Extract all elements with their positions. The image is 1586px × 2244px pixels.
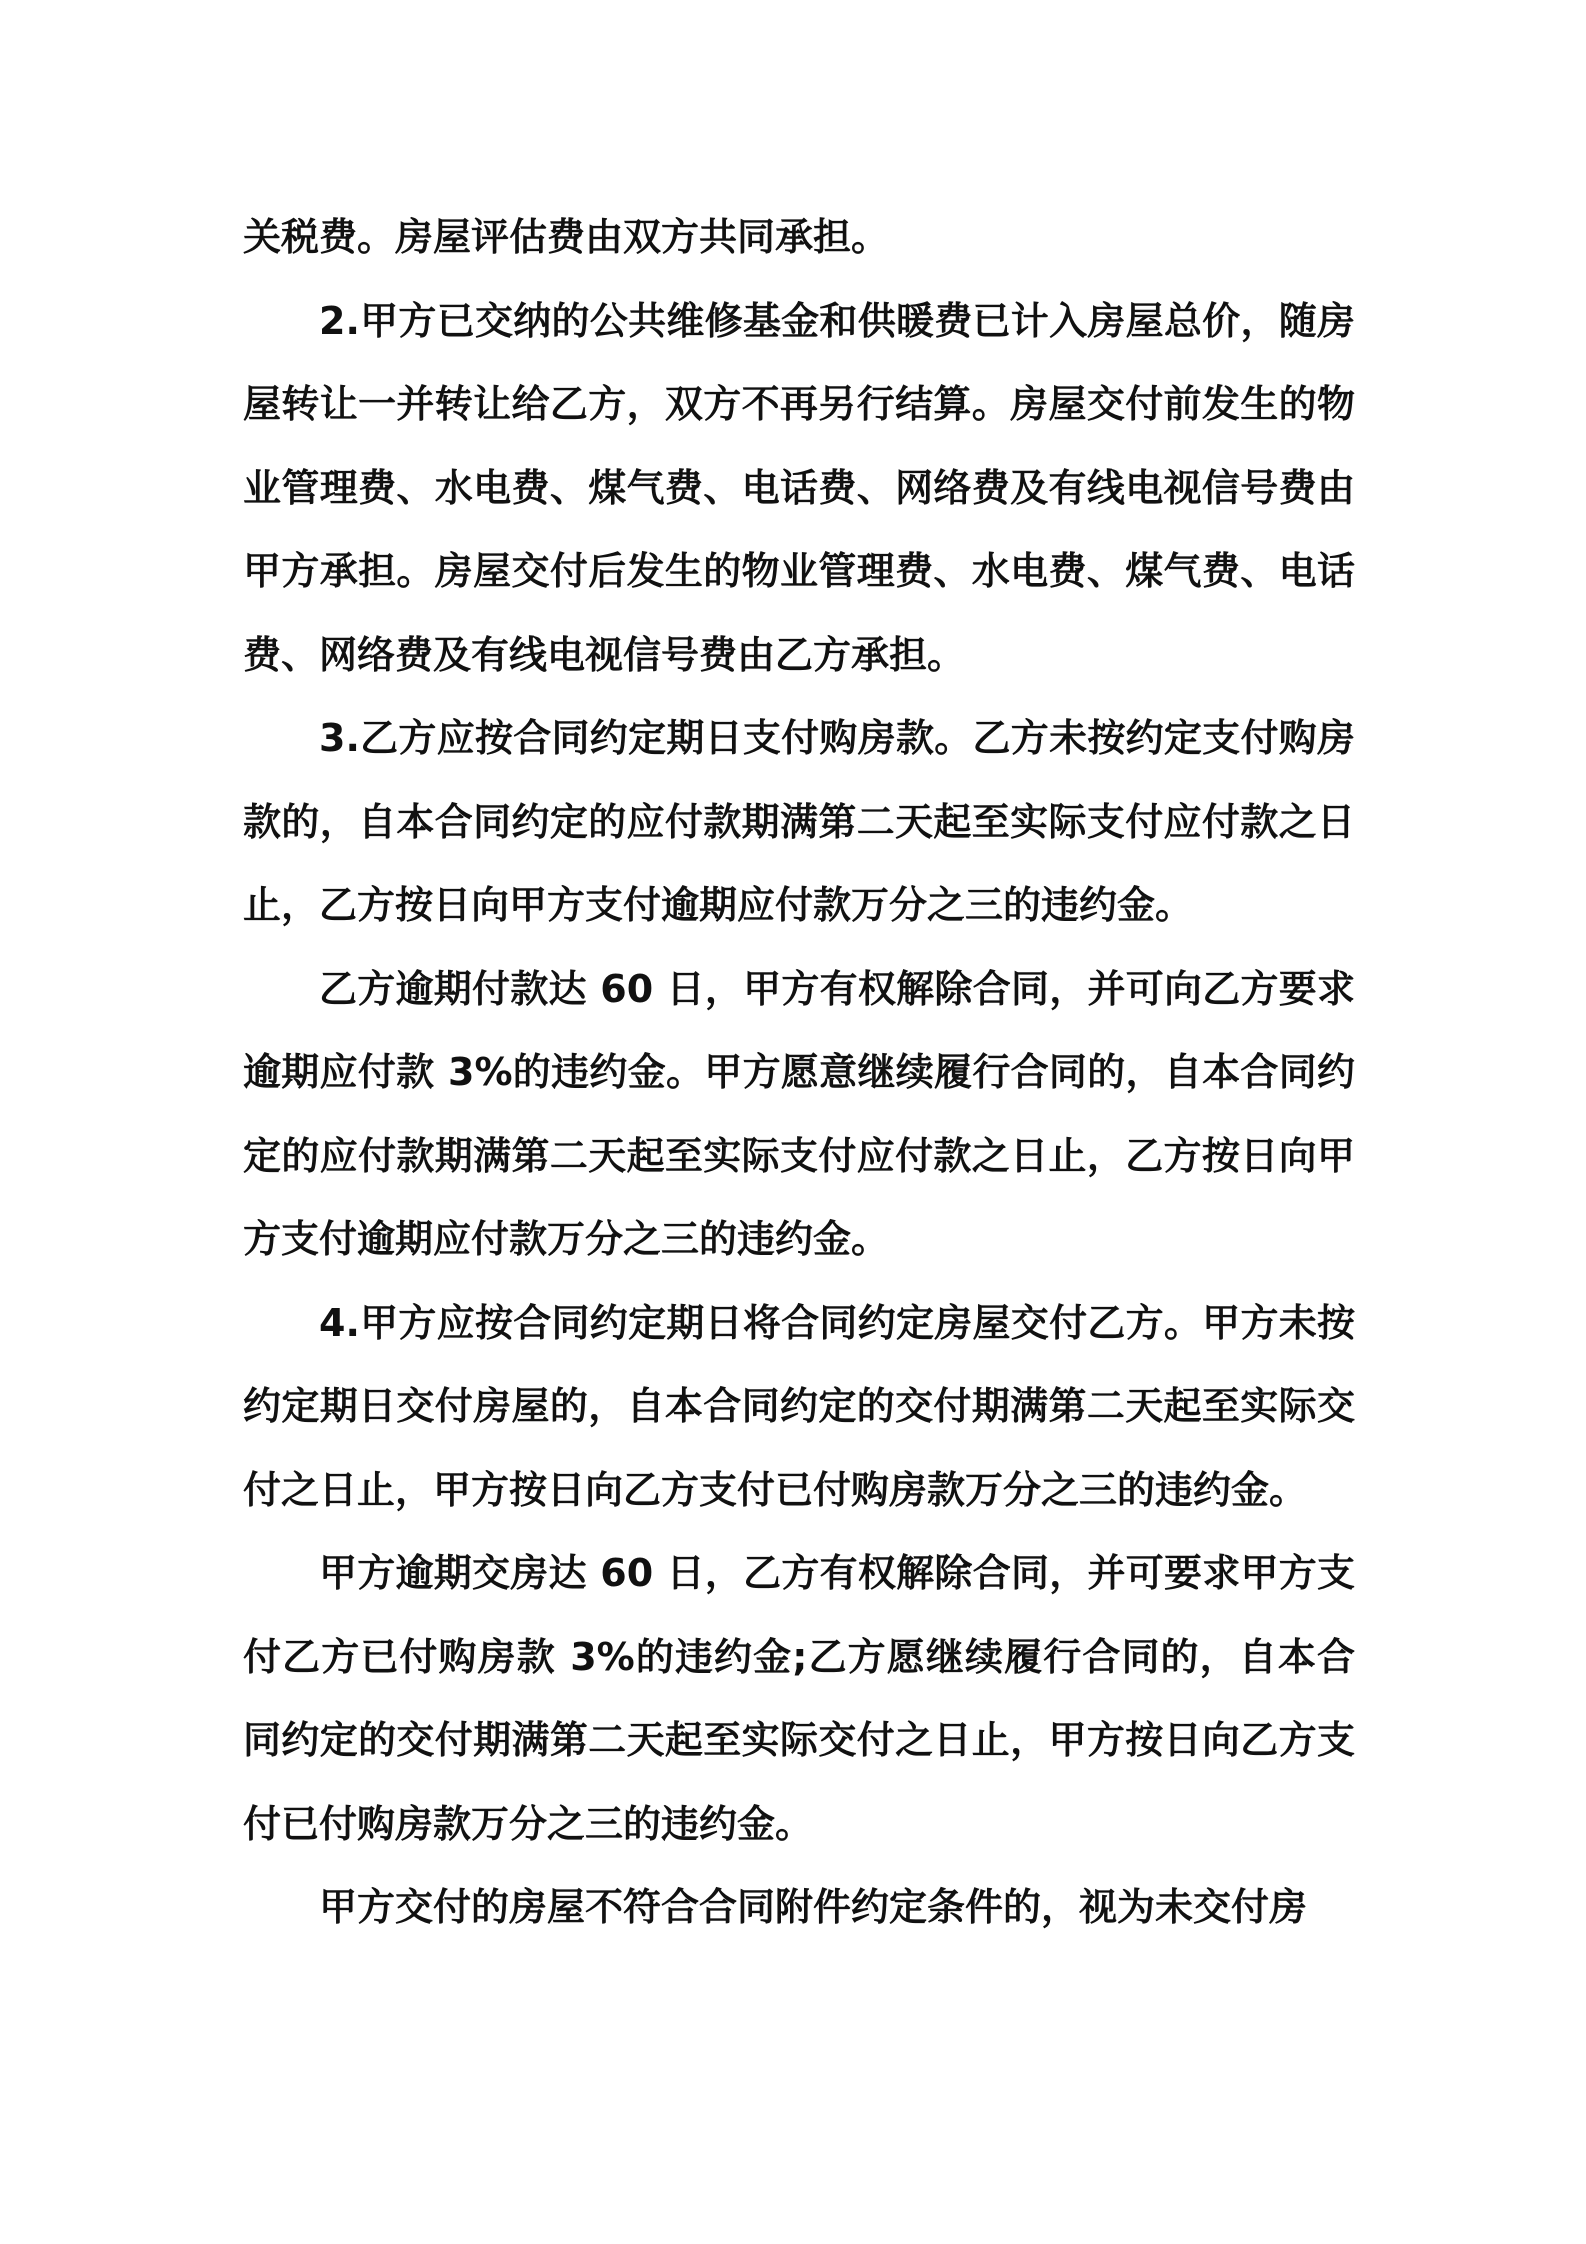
- paragraph-clause-3: 3.乙方应按合同约定期日支付购房款。乙方未按约定支付购房款的，自本合同约定的应付款期满第二天起至实际支付应付款之日止，乙方按日向甲方支付逾期应付款万分之三的违约金。: [243, 716, 1355, 927]
- paragraph-seller-late-delivery: 甲方逾期交房达 60 日，乙方有权解除合同，并可要求甲方支付乙方已付购房款 3%的违约金;乙方愿继续履行合同的，自本合同约定的交付期满第二天起至实际交付之日止，甲方按日向乙方支付已付购房款万分之三的违约金。: [243, 1551, 1355, 1846]
- paragraph-buyer-late-payment: 乙方逾期付款达 60 日，甲方有权解除合同，并可向乙方要求逾期应付款 3%的违约金。甲方愿意继续履行合同的，自本合同约定的应付款期满第二天起至实际支付应付款之日止，乙方按日向甲方支付逾期应付款万分之三的违约金。: [243, 966, 1355, 1261]
- paragraph-clause-4: 4.甲方应按合同约定期日将合同约定房屋交付乙方。甲方未按约定期日交付房屋的，自本合同约定的交付期满第二天起至实际交付之日止，甲方按日向乙方支付已付购房款万分之三的违约金。: [243, 1300, 1355, 1512]
- paragraph-nonconforming-delivery: 甲方交付的房屋不符合合同附件约定条件的，视为未交付房: [319, 1885, 1308, 1929]
- paragraph-clause-2: 2.甲方已交纳的公共维修基金和供暖费已计入房屋总价，随房屋转让一并转让给乙方，双方不再另行结算。房屋交付前发生的物业管理费、水电费、煤气费、电话费、网络费及有线电视信号费由甲方承担。房屋交付后发生的物业管理费、水电费、煤气费、电话费、网络费及有线电视信号费由乙方承担。: [243, 298, 1355, 677]
- document-page: [243, 196, 1355, 1950]
- paragraph-continuation: 关税费。房屋评估费由双方共同承担。: [243, 215, 890, 259]
